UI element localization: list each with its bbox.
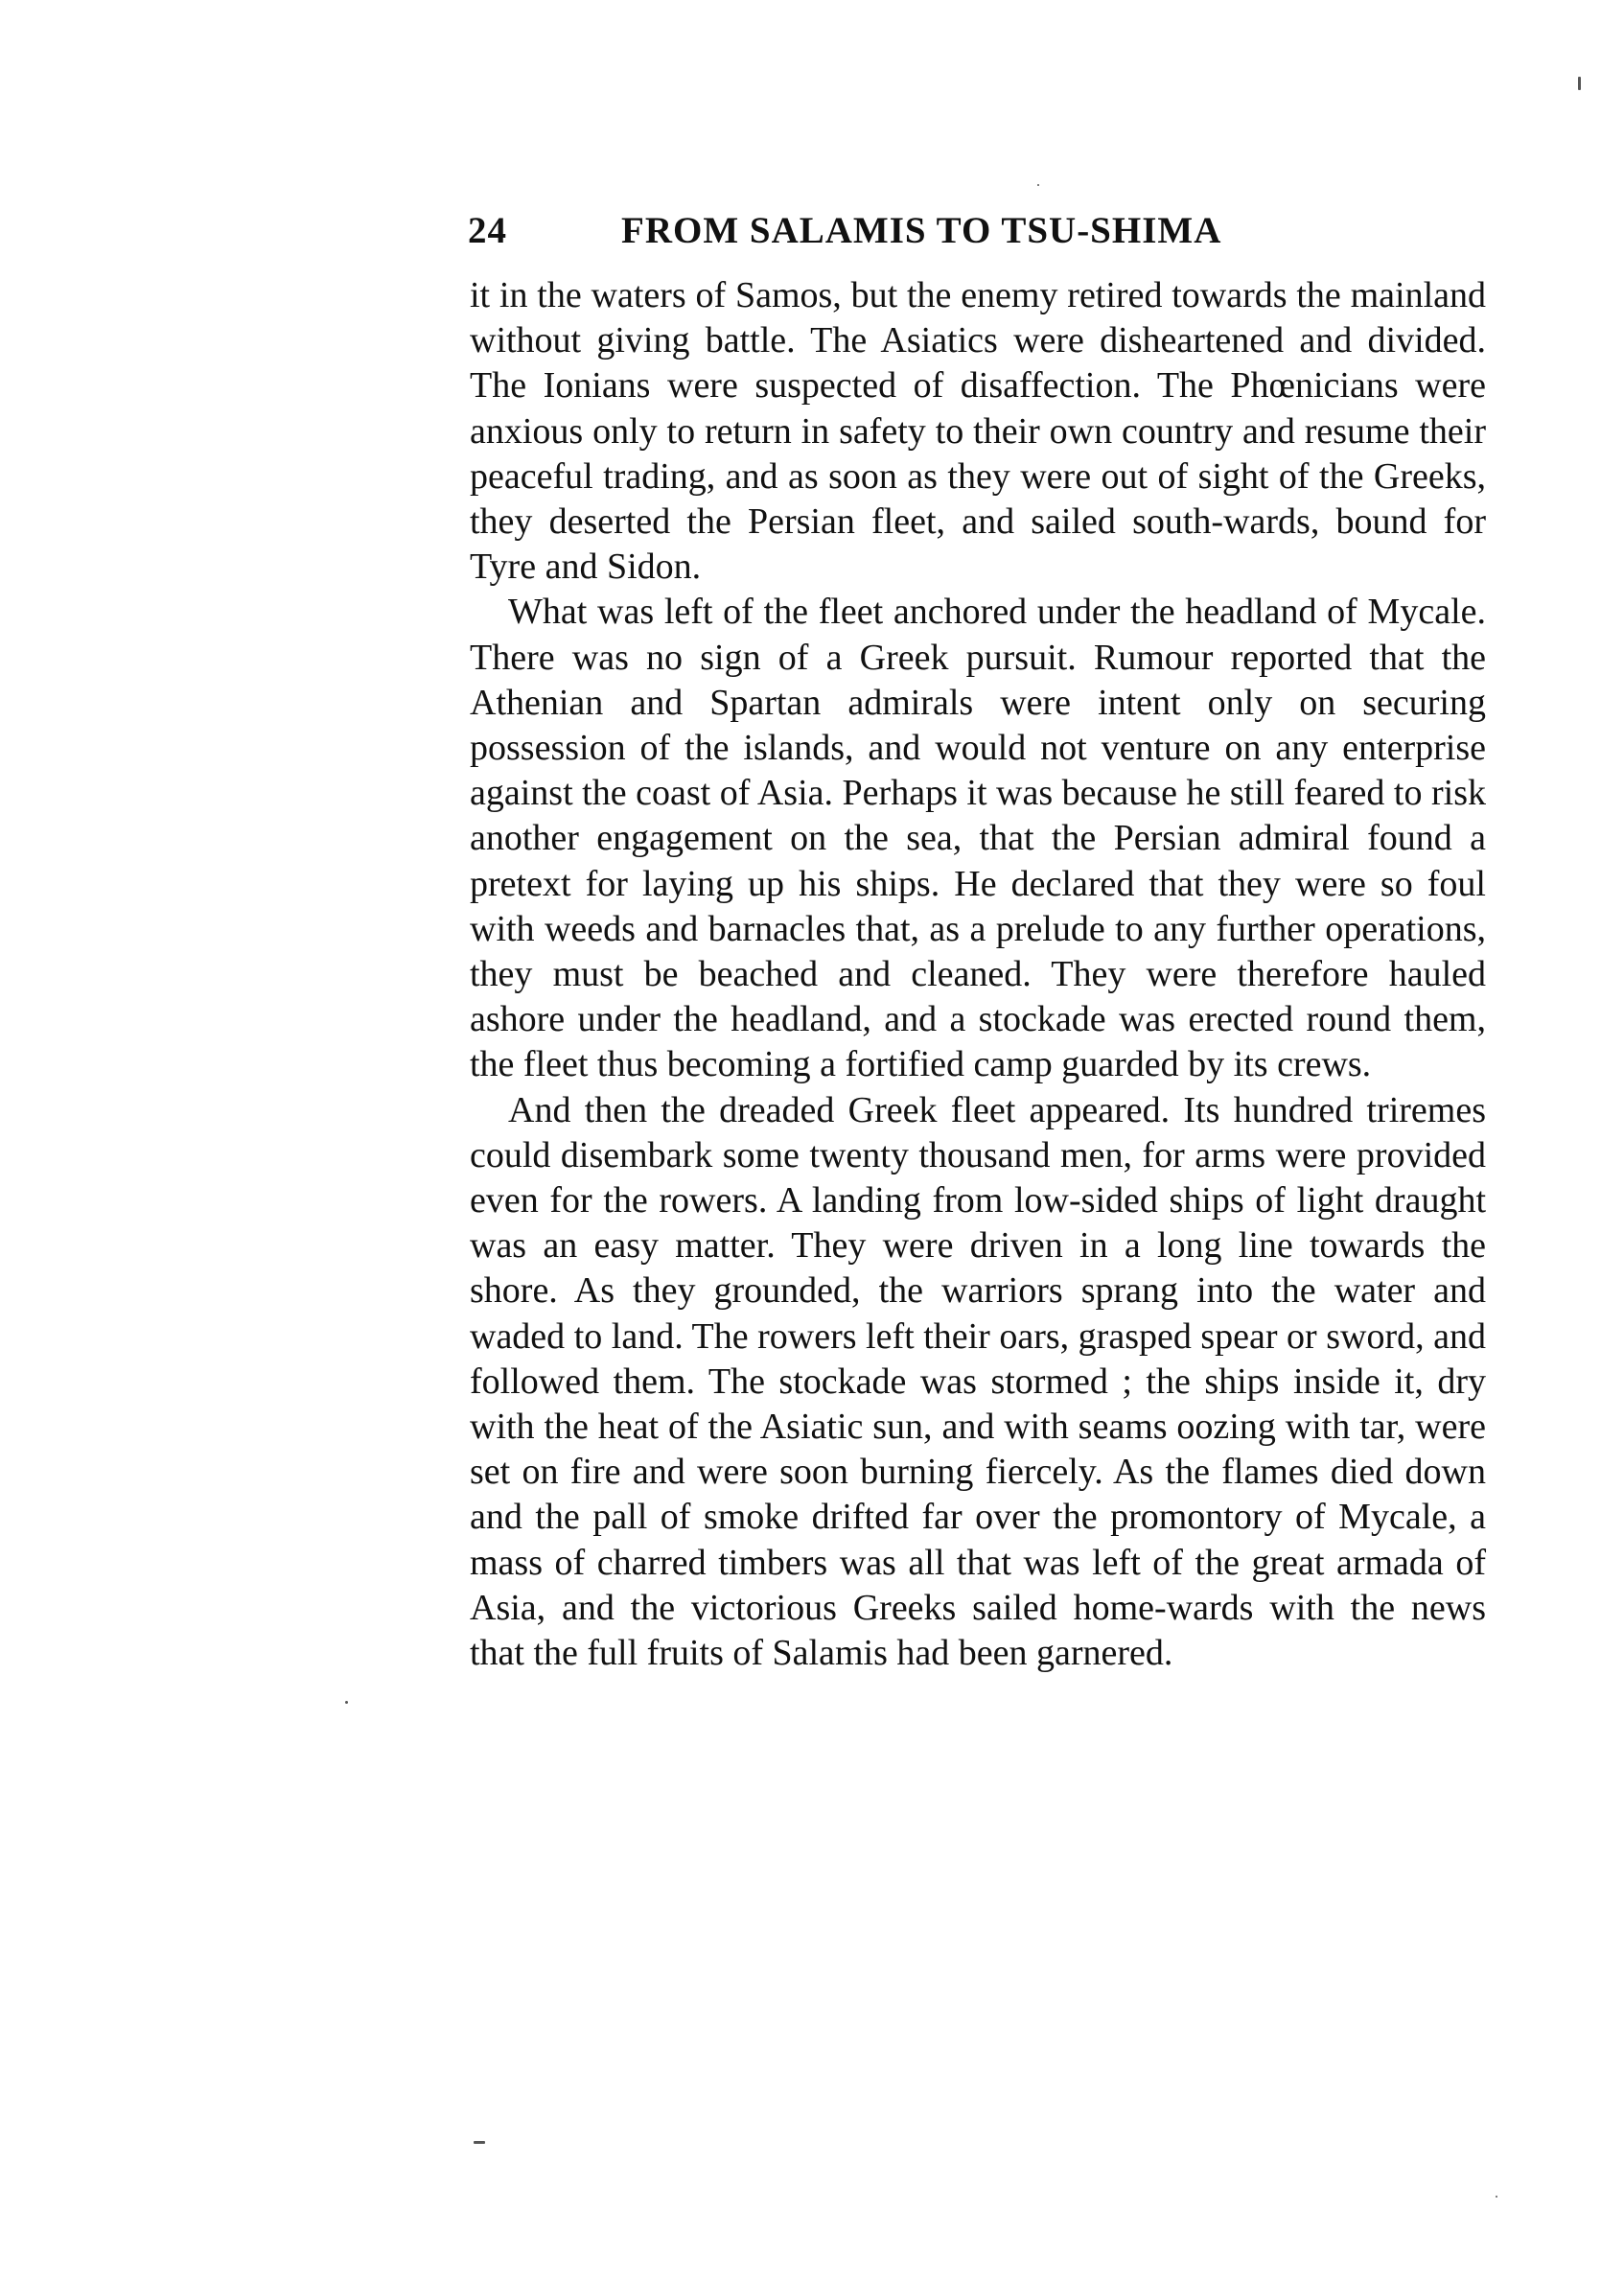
scan-speck (474, 2141, 485, 2144)
running-title: FROM SALAMIS TO TSU-SHIMA (621, 210, 1222, 251)
paragraph-3: And then the dreaded Greek fleet appeared. Its hundred triremes could disembark some twenty thousand men, for arms were provided even for the rowers. A landing from low-sided ships of light draught was an easy matter. They were driven in a long line towards the shore. As they grounded, the warriors sprang into the water and waded to land. The rowers left their oars, grasped spear or sword, and followed them. The stockade was stormed ; the ships inside it, dry with the heat of the Asiatic sun, and with seams oozing with tar, were set on fire and were soon burning fiercely. As the flames died down and the pall of smoke drifted far over the promontory of Mycale, a mass of charred timbers was all that was left of the great armada of Asia, and the victorious Greeks sailed home-wards with the news that the full fruits of Salamis had been garnered. (470, 1089, 1486, 1674)
paragraph-2: What was left of the fleet anchored under the headland of Mycale. There was no sign of a Greek pursuit. Rumour reported that the Athenian and Spartan admirals were intent only on securing possession of the islands, and would not venture on any enterprise against the coast of Asia. Perhaps it was because he still feared to risk another engagement on the sea, that the Persian admiral found a pretext for laying up his ships. He declared that they were so foul with weeds and barnacles that, as a prelude to any further operations, they must be beached and cleaned. They were therefore hauled ashore under the headland, and a stockade was erected round them, the fleet thus becoming a fortified camp guarded by its crews. (470, 592, 1486, 1085)
scan-speck (345, 1701, 348, 1704)
body-text (470, 273, 1486, 1676)
scan-speck (1037, 184, 1039, 186)
page-number: 24 (468, 210, 507, 251)
scan-speck (1496, 2196, 1497, 2198)
page-header (468, 209, 1484, 267)
paragraph-1: it in the waters of Samos, but the enemy retired towards the mainland without giving battle. The Asiatics were disheartened and divided. The Ionians were suspected of disaffection. The Phœnicians were anxious only to return in safety to their own country and resume their peaceful trading, and as soon as they were out of sight of the Greeks, they deserted the Persian fleet, and sailed south-wards, bound for Tyre and Sidon. (470, 275, 1486, 588)
scan-speck (1578, 77, 1581, 90)
